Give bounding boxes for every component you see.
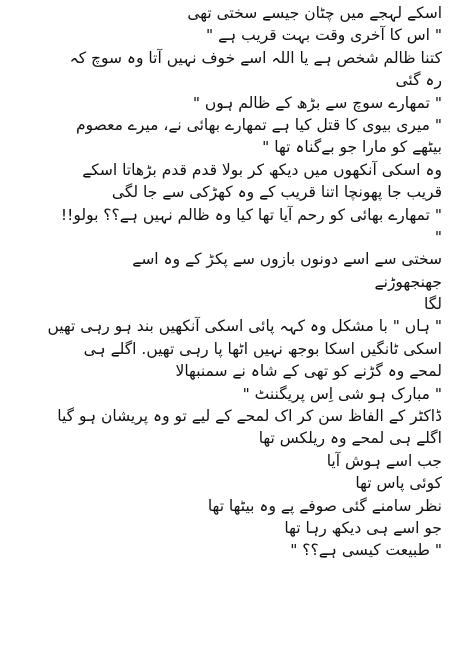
text-line: اسکے لہجے میں چٹان جیسے سختی تھی [187,4,442,22]
text-line: " طبیعت کیسی ہے؟؟ " [290,541,442,560]
text-line: " میری بیوی کا قتل کیا ہے تمھارے بھائی نے، میرے معصوم [76,115,442,134]
text-line: " تمھارے سوچ سے بڑھ کے ظالم ہوں " [192,93,442,112]
text-line: بیٹھے کو مارا جو بےگناہ تھا " [262,138,442,157]
text-line: سختی سے اسے دونوں بازوں سے پکڑ کے وہ اسے [132,250,442,269]
text-line: وہ اسکی آنکھوں میں دیکھ کر بولا قدم قدم بڑھاتا اسکے [82,160,442,179]
text-line: نظر سامنے گئی صوفے پے وہ بیٹھا تھا [207,496,442,515]
text-line: کتنا ظالم شخص ہے یا اللہ اسے خوف نہیں آتا وہ سوچ کہ [69,48,442,67]
text-line: جھنجھوڑنے [374,272,442,291]
text-line: " مبارک ہو شی اِس پریگننٹ " [242,384,442,403]
text-line: " ہاں " با مشکل وہ کہہ پائی اسکی آنکھیں بند ہو رہی تھیں [47,317,442,336]
text-line: جب اسے ہوش آیا [326,451,442,470]
text-line: " تمھارے بھائی کو رحم آیا تھا کیا وہ ظالم نہیں ہے؟؟ بولو!! [60,205,442,224]
text-line: کوئی پاس تھا [355,474,442,493]
text-line: لمحے وہ گڑنے کو تھی کے شاہ نے سمنبھالا [175,362,442,381]
text-line: اسکی ٹانگیں اسکا بوجھ نہیں اٹھا پا رہی تھیں. اگلے ہی [83,339,442,358]
text-line: " [434,227,442,246]
text-line: اگلے ہی لمحے وہ ریلکس تھا [258,429,442,448]
text-line: رہ گئی [395,71,442,90]
text-line: ڈاکٹر کے الفاظ سن کر اک لمحے کے لیے تو وہ پریشان ہو گیا [57,407,442,426]
text-line: " اس کا آخری وقت بہت قریب ہے " [206,26,442,45]
text-line: لگا [423,295,442,314]
text-line: قریب جا پھونچا اتنا قریب کے وہ کھڑکی سے جا لگی [111,183,442,202]
text-line: جو اسے ہی دیکھ رہا تھا [284,518,442,537]
